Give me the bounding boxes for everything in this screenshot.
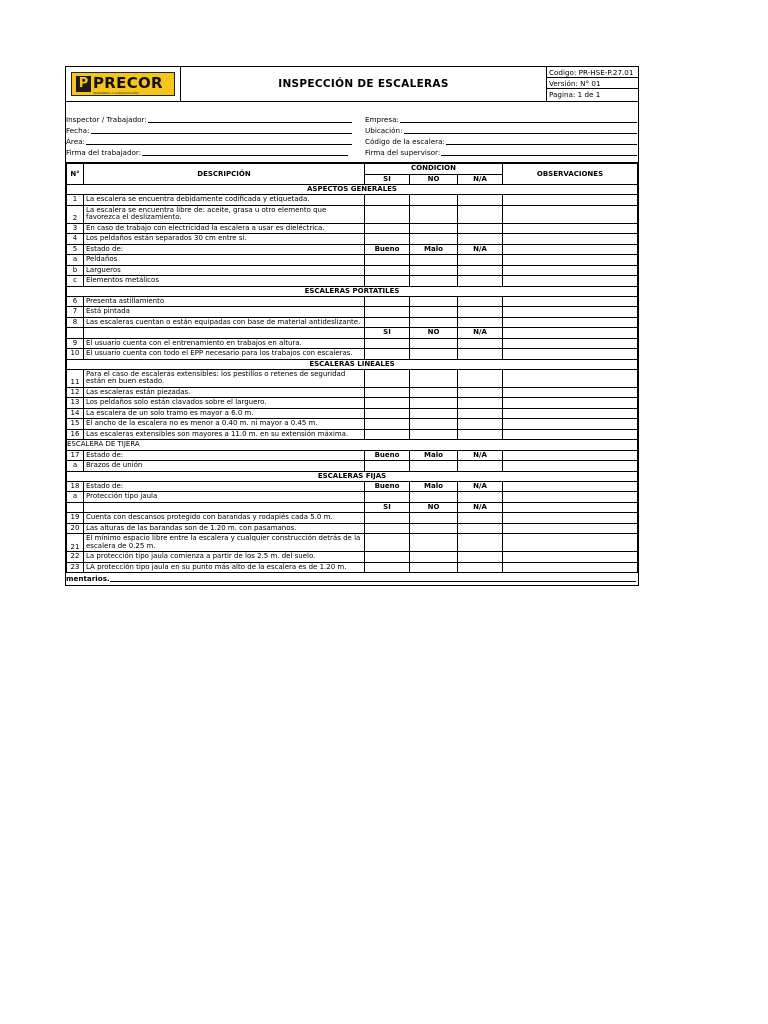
check-si[interactable] [365,223,410,234]
check-na[interactable] [458,461,503,472]
check-no[interactable] [410,234,458,245]
table-row [67,523,638,534]
check-bueno[interactable] [365,255,410,266]
row-description: Los peldaños están separados 30 cm entre si. [84,234,365,245]
observations-cell[interactable] [503,223,638,234]
observations-cell[interactable] [503,328,638,339]
check-bueno[interactable] [365,492,410,503]
section-escaleras-fijas: ESCALERAS FIJAS [67,471,638,481]
check-na[interactable] [458,349,503,360]
fecha-field[interactable] [66,126,352,135]
check-no[interactable] [410,307,458,318]
check-si[interactable] [365,296,410,307]
logo-mark-icon: P [76,76,91,92]
observations-cell[interactable] [503,408,638,419]
malo-label: Malo [410,481,458,492]
check-na[interactable] [458,223,503,234]
check-na[interactable] [458,296,503,307]
section-escaleras-lineales: ESCALERAS LINEALES [67,359,638,369]
observations-cell[interactable] [503,296,638,307]
table-row [67,265,638,276]
malo-label: Malo [410,450,458,461]
check-na[interactable] [458,429,503,440]
form-header [66,67,638,102]
table-row [67,429,638,440]
observations-cell[interactable] [503,562,638,573]
row-number: 18 [67,481,84,492]
table-row [67,244,638,255]
row-description: Protección tipo jaula [84,492,365,503]
inspector-field[interactable] [66,115,352,124]
table-row [67,317,638,328]
check-si[interactable] [365,317,410,328]
check-si[interactable] [365,195,410,206]
check-malo[interactable] [410,265,458,276]
logo-cell [66,67,181,101]
firma-trabajador-label: Firma del trabajador: [66,148,142,157]
inspection-table [66,163,638,573]
na-label: N/A [458,328,503,339]
check-na[interactable] [458,276,503,287]
observations-cell[interactable] [503,534,638,552]
observations-cell[interactable] [503,276,638,287]
observations-cell[interactable] [503,307,638,318]
table-row [67,234,638,245]
observations-cell[interactable] [503,552,638,563]
row-number: 20 [67,523,84,534]
check-no[interactable] [410,317,458,328]
col-condition-header: CONDICIÓN [365,164,503,175]
row-description: La escalera de un solo tramo es mayor a 6.0 m. [84,408,365,419]
table-row [67,481,638,492]
check-si[interactable] [365,387,410,398]
check-no[interactable] [410,387,458,398]
si-label: SI [365,328,410,339]
check-na[interactable] [458,317,503,328]
na-label: N/A [458,244,503,255]
check-no[interactable] [410,223,458,234]
row-description: Estado de: [84,244,365,255]
check-si[interactable] [365,349,410,360]
table-row [67,387,638,398]
check-si[interactable] [365,338,410,349]
firma-supervisor-label: Firma del supervisor: [365,148,441,157]
document-code: Codigo: PR-HSE-P.27.01 [547,67,638,78]
row-description: Presenta astillamiento [84,296,365,307]
check-no[interactable] [410,523,458,534]
table-row [67,552,638,563]
document-page: Pagina: 1 de 1 [549,90,601,99]
row-description: Peldaños [84,255,365,266]
section-row [67,359,638,369]
row-description: Largueros [84,265,365,276]
col-si-header: SI [365,174,410,185]
document-meta [547,67,638,101]
check-na[interactable] [458,552,503,563]
check-bueno[interactable] [365,461,410,472]
row-number: 10 [67,349,84,360]
section-escalera-tijera: ESCALERA DE TIJERA [67,440,638,451]
codigo-escalera-field[interactable] [365,137,637,146]
table-row [67,338,638,349]
check-na[interactable] [458,562,503,573]
observations-cell[interactable] [503,450,638,461]
check-na[interactable] [458,513,503,524]
check-no[interactable] [410,349,458,360]
ubicacion-field[interactable] [365,126,637,135]
check-na[interactable] [458,387,503,398]
form-title: INSPECCIÓN DE ESCALERAS [181,67,547,101]
table-row [67,328,638,339]
check-malo[interactable] [410,276,458,287]
table-row [67,534,638,552]
check-si[interactable] [365,307,410,318]
table-row [67,276,638,287]
check-si[interactable] [365,234,410,245]
observations-cell[interactable] [503,234,638,245]
observations-cell[interactable] [503,481,638,492]
firma-supervisor-field[interactable] [365,148,637,157]
observations-cell[interactable] [503,349,638,360]
check-no[interactable] [410,369,458,387]
row-description: En caso de trabajo con electricidad la escalera a usar es dieléctrica. [84,223,365,234]
fecha-label: Fecha: [66,126,90,135]
observations-cell[interactable] [503,513,638,524]
check-na[interactable] [458,205,503,223]
table-row [67,408,638,419]
check-no[interactable] [410,398,458,409]
check-na[interactable] [458,492,503,503]
row-description [84,328,365,339]
table-row [67,492,638,503]
row-description: Está pintada [84,307,365,318]
row-number: 16 [67,429,84,440]
check-na[interactable] [458,195,503,206]
observations-cell[interactable] [503,398,638,409]
check-no[interactable] [410,429,458,440]
area-label: Área: [66,137,85,146]
section-aspectos-generales: ASPECTOS GENERALES [67,185,638,195]
row-number: 8 [67,317,84,328]
no-label: NO [410,328,458,339]
check-na[interactable] [458,534,503,552]
check-na[interactable] [458,398,503,409]
table-row [67,255,638,266]
row-description: Las escaleras están piezadas. [84,387,365,398]
row-number: 22 [67,552,84,563]
row-description: Los peldaños solo están clavados sobre el larguero. [84,398,365,409]
observations-cell[interactable] [503,429,638,440]
observations-cell[interactable] [503,205,638,223]
row-number: 11 [67,369,84,387]
section-row [67,440,638,451]
observations-cell[interactable] [503,369,638,387]
row-description: El ancho de la escalera no es menor a 0.40 m. ni mayor a 0.45 m. [84,419,365,430]
col-no-header: NO [410,174,458,185]
check-si[interactable] [365,398,410,409]
codigo-escalera-label: Código de la escalera: [365,137,445,146]
row-number: 23 [67,562,84,573]
row-description: Para el caso de escaleras extensibles: los pestillos o retenes de seguridad están en buen estado. [84,369,365,387]
row-number: 9 [67,338,84,349]
check-si[interactable] [365,523,410,534]
check-no[interactable] [410,419,458,430]
col-na-header: N/A [458,174,503,185]
row-description: LA protección tipo jaula en su punto más alto de la escalera es de 1.20 m. [84,562,365,573]
row-number: 5 [67,244,84,255]
na-label: N/A [458,450,503,461]
check-si[interactable] [365,419,410,430]
row-description: La protección tipo jaula comienza a partir de los 2.5 m. del suelo. [84,552,365,563]
row-number: 4 [67,234,84,245]
precor-logo [71,72,175,96]
row-number: 2 [67,205,84,223]
logo-tagline: INGENIERÍA Y CONSTRUCCIÓN [93,91,139,95]
empresa-label: Empresa: [365,115,399,124]
check-bueno[interactable] [365,276,410,287]
check-no[interactable] [410,562,458,573]
row-description: El mínimo espacio libre entre la escalera y cualquier construcción detrás de la escalera de 0.25 m. [84,534,365,552]
comments-field[interactable] [66,573,638,585]
observations-cell[interactable] [503,317,638,328]
check-si[interactable] [365,429,410,440]
bueno-label: Bueno [365,481,410,492]
section-escaleras-portatiles: ESCALERAS PORTATILES [67,286,638,296]
observations-cell[interactable] [503,492,638,503]
table-row [67,461,638,472]
check-no[interactable] [410,205,458,223]
check-no[interactable] [410,513,458,524]
check-si[interactable] [365,513,410,524]
check-na[interactable] [458,419,503,430]
check-no[interactable] [410,534,458,552]
col-description-header: DESCRIPCIÓN [84,164,365,185]
check-si[interactable] [365,205,410,223]
row-number: 12 [67,387,84,398]
check-si[interactable] [365,369,410,387]
check-no[interactable] [410,195,458,206]
logo-text: PRECOR [93,74,163,92]
check-no[interactable] [410,552,458,563]
check-malo[interactable] [410,255,458,266]
table-row [67,398,638,409]
row-description: Las alturas de las barandas son de 1.20 m. con pasamanos. [84,523,365,534]
check-malo[interactable] [410,492,458,503]
observations-cell[interactable] [503,255,638,266]
observations-cell[interactable] [503,461,638,472]
check-na[interactable] [458,307,503,318]
row-number: 7 [67,307,84,318]
observations-cell[interactable] [503,195,638,206]
row-description: Las escaleras extensibles son mayores a 11.0 m. en su extensión máxima. [84,429,365,440]
table-row [67,296,638,307]
row-number: 6 [67,296,84,307]
row-description: Las escaleras cuentan o están equipadas con base de material antideslizante. [84,317,365,328]
check-bueno[interactable] [365,265,410,276]
malo-label: Malo [410,244,458,255]
table-row [67,502,638,513]
row-number [67,502,84,513]
row-description: Estado de: [84,450,365,461]
bueno-label: Bueno [365,244,410,255]
row-number: 14 [67,408,84,419]
table-row [67,513,638,524]
observations-cell[interactable] [503,338,638,349]
ubicacion-label: Ubicación: [365,126,403,135]
check-si[interactable] [365,534,410,552]
table-header-row [67,164,638,175]
check-malo[interactable] [410,461,458,472]
table-row [67,369,638,387]
row-number: 13 [67,398,84,409]
section-row [67,185,638,195]
col-number-header: N° [67,164,84,185]
check-na[interactable] [458,523,503,534]
row-number: 21 [67,534,84,552]
table-row [67,307,638,318]
row-description: El usuario cuenta con todo el EPP necesario para los trabajos con escaleras. [84,349,365,360]
observations-cell[interactable] [503,419,638,430]
table-row [67,450,638,461]
row-number: a [67,492,84,503]
row-description: Cuenta con descansos protegido con barandas y rodapiés cada 5.0 m. [84,513,365,524]
row-description: Brazos de unión [84,461,365,472]
no-label: NO [410,502,458,513]
check-no[interactable] [410,408,458,419]
observations-cell[interactable] [503,265,638,276]
observations-cell[interactable] [503,387,638,398]
check-si[interactable] [365,552,410,563]
observations-cell[interactable] [503,244,638,255]
check-na[interactable] [458,234,503,245]
inspection-form [65,66,639,586]
na-label: N/A [458,481,503,492]
check-na[interactable] [458,408,503,419]
section-row [67,286,638,296]
document-version: Versión: N° 01 [547,78,638,89]
table-row [67,195,638,206]
inspector-label: Inspector / Trabajador: [66,115,147,124]
row-number: b [67,265,84,276]
col-observations-header: OBSERVACIONES [503,164,638,185]
table-row [67,223,638,234]
empresa-field[interactable] [365,115,637,124]
row-description: La escalera se encuentra debidamente codificada y etiquetada. [84,195,365,206]
row-description: El usuario cuenta con el entrenamiento en trabajos en altura. [84,338,365,349]
observations-cell[interactable] [503,502,638,513]
row-description: Elementos metálicos [84,276,365,287]
si-label: SI [365,502,410,513]
check-si[interactable] [365,562,410,573]
check-na[interactable] [458,338,503,349]
row-number: 1 [67,195,84,206]
table-row [67,349,638,360]
check-no[interactable] [410,338,458,349]
check-na[interactable] [458,369,503,387]
row-description: Estado de: [84,481,365,492]
comments-label: mentarios. [66,574,110,583]
bueno-label: Bueno [365,450,410,461]
check-no[interactable] [410,296,458,307]
observations-cell[interactable] [503,523,638,534]
area-field[interactable] [66,137,352,146]
table-row [67,419,638,430]
row-description [84,502,365,513]
check-si[interactable] [365,408,410,419]
table-row [67,205,638,223]
na-label: N/A [458,502,503,513]
row-number [67,328,84,339]
section-row [67,471,638,481]
row-number: 15 [67,419,84,430]
row-number: c [67,276,84,287]
table-row [67,562,638,573]
row-description: La escalera se encuentra libre de: aceite, grasa u otro elemento que favorezca el deslizamiento. [84,205,365,223]
row-number: 19 [67,513,84,524]
check-na[interactable] [458,265,503,276]
row-number: a [67,255,84,266]
row-number: a [67,461,84,472]
check-na[interactable] [458,255,503,266]
row-number: 17 [67,450,84,461]
form-fields [66,102,638,163]
firma-trabajador-field[interactable] [66,148,348,157]
row-number: 3 [67,223,84,234]
